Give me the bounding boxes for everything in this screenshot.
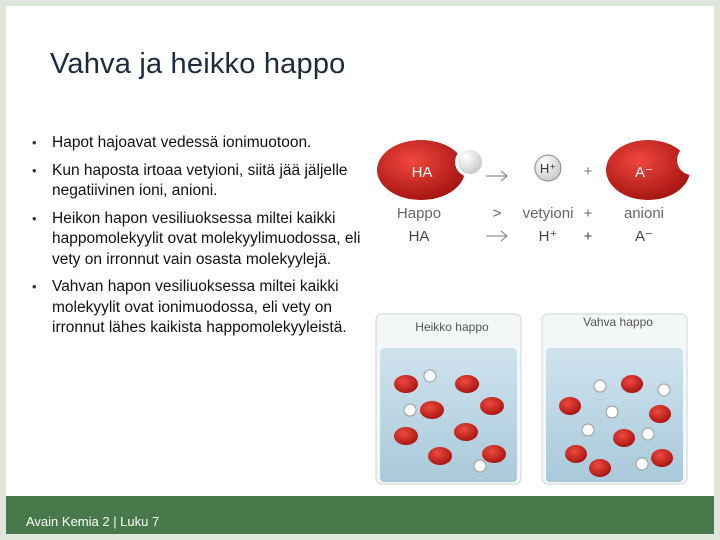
acid-label: HA xyxy=(411,164,433,181)
bullet-icon: • xyxy=(32,279,37,294)
bullet-icon: • xyxy=(32,210,37,226)
footer-text: Avain Kemia 2 | Luku 7 xyxy=(26,514,160,529)
strong-acid-beaker xyxy=(542,314,687,484)
plus-sign: + xyxy=(583,163,593,180)
dissociation-diagram xyxy=(376,124,696,254)
arrow-word: > xyxy=(492,205,502,222)
slide-title: Vahva ja heikko happo xyxy=(50,48,346,80)
plus-sign: + xyxy=(583,205,593,222)
arrow-icon xyxy=(486,231,507,241)
bullet-text: Kun haposta irtoaa vetyioni, siitä jää jäljelle negatiivinen ioni, anioni. xyxy=(52,161,348,199)
anion-formula: A⁻ xyxy=(635,228,653,245)
bullet-item xyxy=(26,209,371,271)
bullet-text: Hapot hajoavat vedessä ionimuotoon. xyxy=(52,134,312,151)
arrow-icon xyxy=(486,171,507,181)
bullet-icon: • xyxy=(32,135,37,150)
acid-word: Happo xyxy=(396,205,442,222)
hydrogen-ion-formula: H⁺ xyxy=(538,228,558,245)
bullet-text: Vahvan hapon vesiliuoksessa miltei kaikki molekyylit ovat ionimuodossa, eli vety on irronnut lähes kaikista happomolekyyleistä. xyxy=(52,278,347,336)
anion-label: A⁻ xyxy=(635,164,653,181)
bullet-text: Heikon hapon vesiliuoksessa miltei kaikki happomolekyylit ovat molekyylimuodossa, eli vety on irronnut vain osasta molekyylejä. xyxy=(52,209,361,268)
slide xyxy=(6,6,714,534)
bullet-list xyxy=(26,133,371,346)
bullet-icon: • xyxy=(32,162,37,178)
footer-bar xyxy=(6,496,714,534)
bullet-item xyxy=(26,161,371,202)
hydrogen-ion-word: vetyioni xyxy=(522,205,574,222)
beakers-illustration xyxy=(362,306,692,496)
anion-word: anioni xyxy=(623,205,665,222)
weak-acid-beaker xyxy=(376,314,521,484)
acid-formula: HA xyxy=(408,228,430,245)
plus-sign: + xyxy=(583,228,593,245)
hydrogen-ion-label: H⁺ xyxy=(539,161,557,176)
bullet-item xyxy=(26,277,371,339)
bullet-item xyxy=(26,133,371,154)
weak-acid-label: Heikko happo xyxy=(415,320,489,334)
strong-acid-label: Vahva happo xyxy=(583,315,653,329)
